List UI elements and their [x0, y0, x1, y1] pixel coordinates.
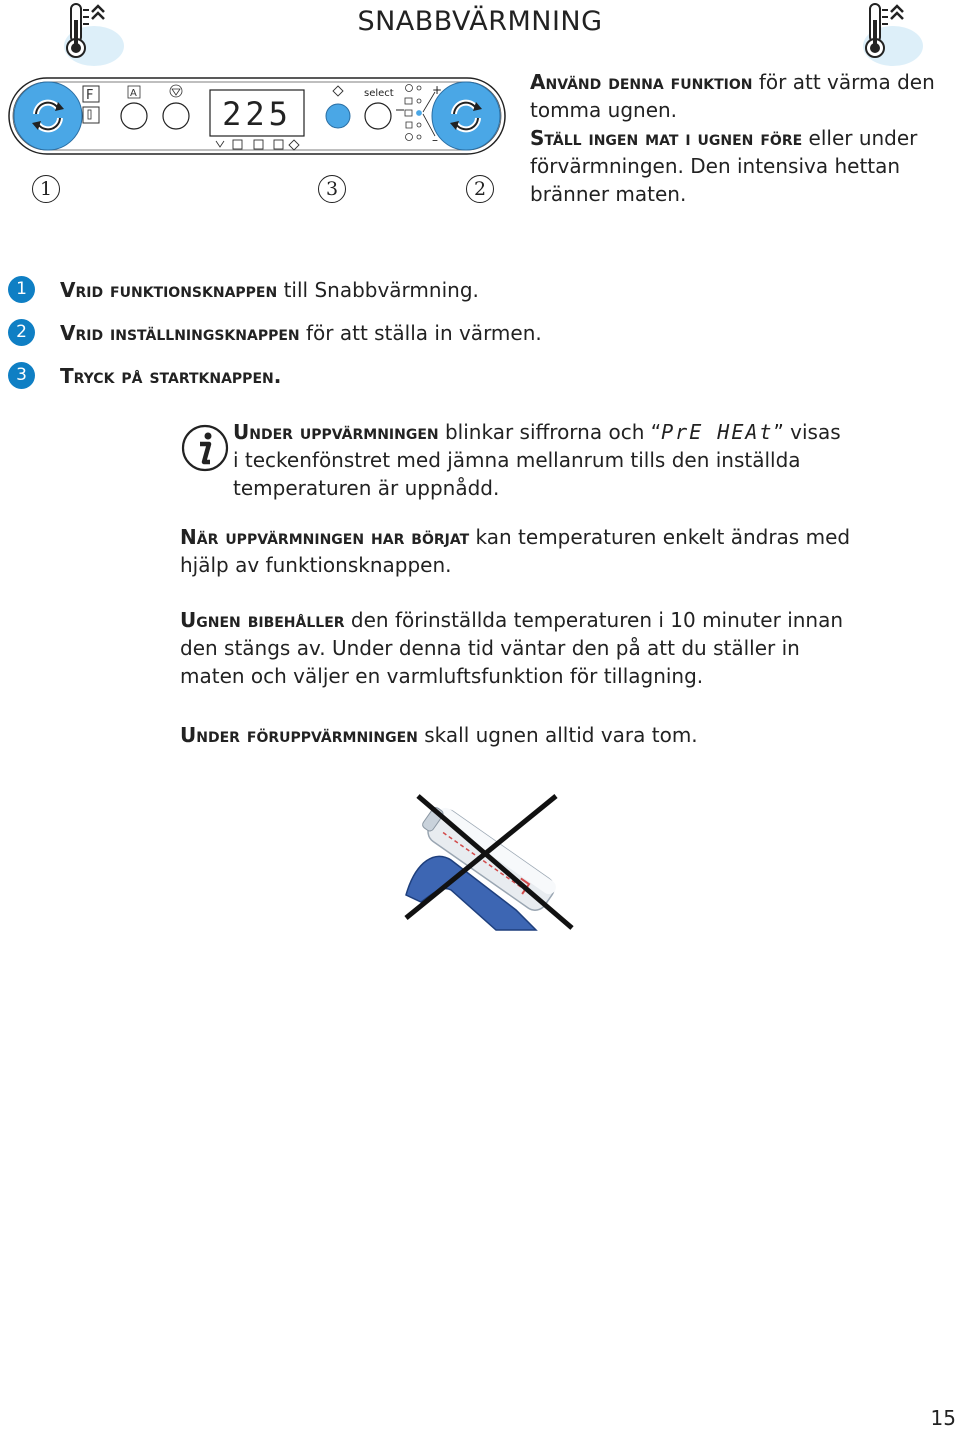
page-number: 15	[930, 1406, 956, 1430]
thermometer-up-icon	[855, 0, 925, 70]
steps-list	[8, 268, 708, 397]
paragraph-rest: kan temperaturen enkelt ändras med hjälp av funktionsknappen.	[180, 525, 851, 577]
control-panel	[8, 76, 506, 156]
paragraph	[180, 606, 860, 690]
a-button[interactable]	[121, 103, 147, 129]
step-number: 3	[8, 362, 35, 389]
callout-3: 3	[318, 175, 346, 203]
intro-rest-2: eller under förvärmningen. Den intensiva hettan bränner maten.	[530, 126, 918, 206]
info-icon	[180, 423, 230, 473]
step-caps: Tryck på startknappen.	[60, 363, 282, 388]
info-text-before: blinkar siffrorna och “	[438, 420, 662, 444]
plus-label: +	[432, 83, 443, 97]
down-button[interactable]	[163, 103, 189, 129]
page-title: SNABBVÄRMNING	[357, 6, 603, 37]
step-item	[8, 268, 708, 311]
intro-caps-1: Använd denna funktion	[530, 70, 753, 94]
intro-rest-1: för att värma den tomma ugnen.	[530, 70, 935, 122]
callout-1: 1	[32, 175, 60, 203]
select-button[interactable]	[365, 103, 391, 129]
step-rest: för att ställa in värmen.	[299, 320, 542, 345]
minus-label: –	[432, 133, 438, 147]
paragraph-rest: den förinställda temperaturen i 10 minuter innan den stängs av. Under denna tid väntar den på att du ställer in maten och väljer en varmluftsfunktion för tillagning.	[180, 608, 844, 688]
step-number: 2	[8, 319, 35, 346]
paragraph-rest: skall ugnen alltid vara tom.	[417, 723, 698, 747]
paragraph	[180, 721, 860, 749]
paragraph-caps: Under föruppvärmningen	[180, 723, 418, 747]
step-rest: till Snabbvärmning.	[277, 277, 479, 302]
info-caps: Under uppvärmningen	[233, 420, 439, 444]
paragraph	[180, 523, 860, 579]
f-label: F	[86, 88, 94, 103]
display-value: 225	[222, 95, 292, 133]
paragraph-caps: När uppvärmningen har börjat	[180, 525, 470, 549]
thermometer-up-icon	[56, 0, 126, 70]
no-spray-icon	[396, 790, 582, 935]
intro-text	[530, 68, 950, 208]
info-text-after: ” visas i teckenfönstret med jämna mellanrum tills den inställda temperaturen är uppnådd.	[233, 420, 841, 500]
setting-knob[interactable]	[432, 82, 500, 150]
info-text	[233, 418, 843, 502]
function-knob[interactable]	[14, 82, 82, 150]
step-caps: Vrid inställningsknappen	[60, 320, 300, 345]
intro-caps-2: Ställ ingen mat i ugnen före	[530, 126, 803, 150]
step-item	[8, 354, 708, 397]
step-item	[8, 311, 708, 354]
paragraph-caps: Ugnen bibehåller	[180, 608, 345, 632]
lcd-preheat-text: PrE HEAt	[661, 420, 774, 444]
callout-2: 2	[466, 175, 494, 203]
step-number: 1	[8, 276, 35, 303]
step-caps: Vrid funktionsknappen	[60, 277, 278, 302]
select-label: select	[364, 88, 394, 99]
start-button[interactable]	[326, 104, 350, 128]
a-label: A	[130, 88, 137, 99]
